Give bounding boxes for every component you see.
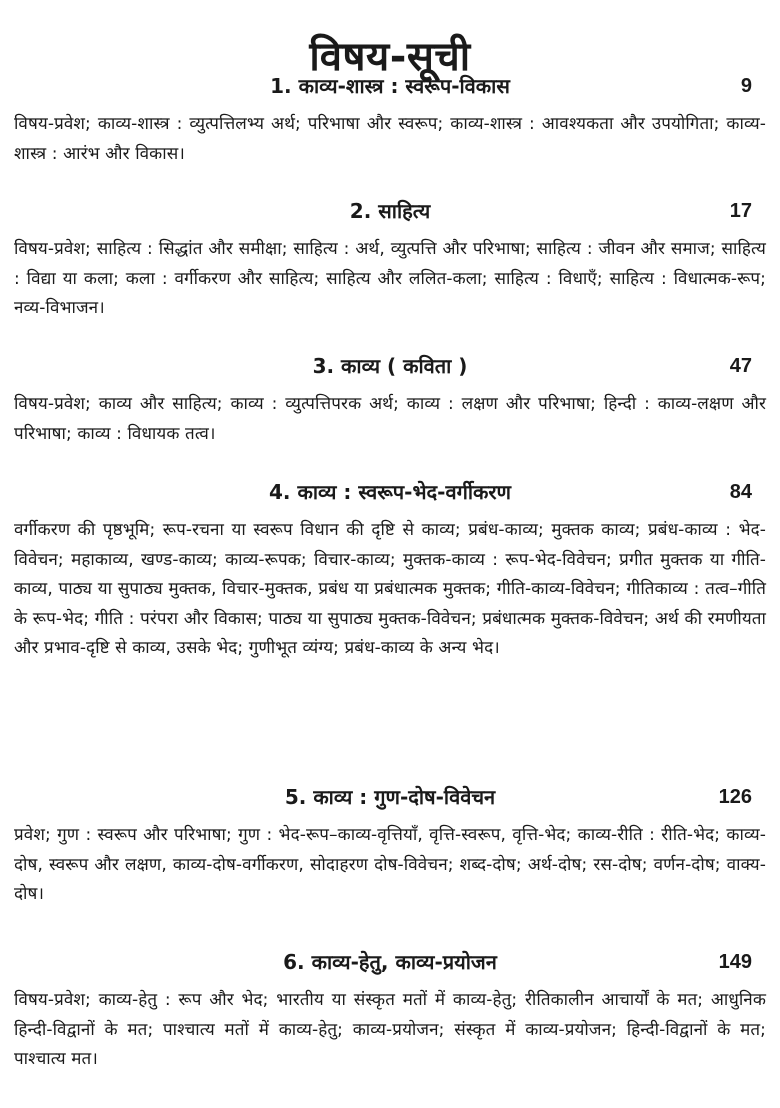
section-summary: वर्गीकरण की पृष्ठभूमि; रूप-रचना या स्वरूप विधान की दृष्टि से काव्य; प्रबंध-काव्य; मुक्तक काव्य; प्रबंध-काव्य : भेद-विवेचन; महाकाव्य, खण्ड-काव्य; काव्य-रूपक; विचार-काव्य; मुक्तक-काव्य : रूप-भेद-विवेचन; प्रगीत मुक्तक या गीति-काव्य, पाठ्य या सुपाठ्य मुक्तक, विचार-मुक्तक, प्रबंध या प्रबंधात्मक मुक्तक; गीति-काव्य-विवेचन; गीतिकाव्य : तत्व–गीति के रूप-भेद; गीति : परंपरा और विकास; पाठ्य या सुपाठ्य मुक्तक-विवेचन; प्रबंधात्मक मुक्तक-विवेचन; अर्थ की रमणीयता और प्रभाव-दृष्टि से काव्य, उसके भेद; गुणीभूत व्यंग्य; प्रबंध-काव्य के अन्य भेद।: [14, 520, 766, 658]
section-header: [14, 193, 766, 229]
section-title: 3. काव्य ( कविता ): [312, 354, 468, 378]
section-title: 1. काव्य-शास्त्र : स्वरूप-विकास: [270, 74, 510, 98]
section-title: 4. काव्य : स्वरूप-भेद-वर्गीकरण: [268, 480, 512, 504]
section-page-number: 17: [729, 200, 752, 222]
section-header: [14, 944, 766, 980]
section-title: 6. काव्य-हेतु, काव्य-प्रयोजन: [283, 950, 497, 974]
section-page-number: 9: [740, 75, 752, 97]
section-page-number: 47: [729, 355, 752, 377]
section-header: [14, 348, 766, 384]
toc-section-6: [14, 944, 766, 1075]
toc-section-5: [14, 779, 766, 910]
section-summary: विषय-प्रवेश; काव्य और साहित्य; काव्य : व्युत्पत्तिपरक अर्थ; काव्य : लक्षण और परिभाषा; हिन्दी : काव्य-लक्षण और परिभाषा; काव्य : विधायक तत्व।: [14, 394, 766, 444]
section-summary: विषय-प्रवेश; काव्य-शास्त्र : व्युत्पत्तिलभ्य अर्थ; परिभाषा और स्वरूप; काव्य-शास्त्र : आवश्यकता और उपयोगिता; काव्य-शास्त्र : आरंभ और विकास।: [14, 114, 766, 164]
section-summary: विषय-प्रवेश; साहित्य : सिद्धांत और समीक्षा; साहित्य : अर्थ, व्युत्पत्ति और परिभाषा; साहित्य : जीवन और समाज; साहित्य : विद्या या कला; कला : वर्गीकरण और साहित्य; साहित्य और ललित-कला; साहित्य : विधाएँ; साहित्य : विधात्मक-रूप; नव्य-विभाजन।: [14, 239, 766, 318]
toc-section-2: [14, 193, 766, 324]
section-page-number: 84: [729, 481, 752, 503]
page-title: विषय-सूची: [309, 33, 471, 80]
section-header: [14, 68, 766, 104]
section-header: [14, 474, 766, 510]
section-header: [14, 779, 766, 815]
toc-section-1: [14, 68, 766, 169]
toc-section-4: [14, 474, 766, 664]
toc-section-3: [14, 348, 766, 449]
section-title: 5. काव्य : गुण-दोष-विवेचन: [284, 785, 496, 809]
section-title: 2. साहित्य: [349, 199, 431, 223]
section-page-number: 126: [718, 786, 752, 808]
section-page-number: 149: [718, 951, 752, 973]
section-summary: प्रवेश; गुण : स्वरूप और परिभाषा; गुण : भेद-रूप–काव्य-वृत्तियाँ, वृत्ति-स्वरूप, वृत्ति-भेद; काव्य-रीति : रीति-भेद; काव्य-दोष, स्वरूप और लक्षण, काव्य-दोष-वर्गीकरण, सोदाहरण दोष-विवेचन; शब्द-दोष; अर्थ-दोष; रस-दोष; वर्णन-दोष; वाक्य-दोष।: [14, 825, 766, 904]
section-summary: विषय-प्रवेश; काव्य-हेतु : रूप और भेद; भारतीय या संस्कृत मतों में काव्य-हेतु; रीतिकालीन आचार्यों के मत; आधुनिक हिन्दी-विद्वानों के मत; पाश्चात्य मतों में काव्य-हेतु; काव्य-प्रयोजन; संस्कृत में काव्य-प्रयोजन; हिन्दी-विद्वानों के मत; पाश्चात्य मत।: [14, 990, 766, 1069]
